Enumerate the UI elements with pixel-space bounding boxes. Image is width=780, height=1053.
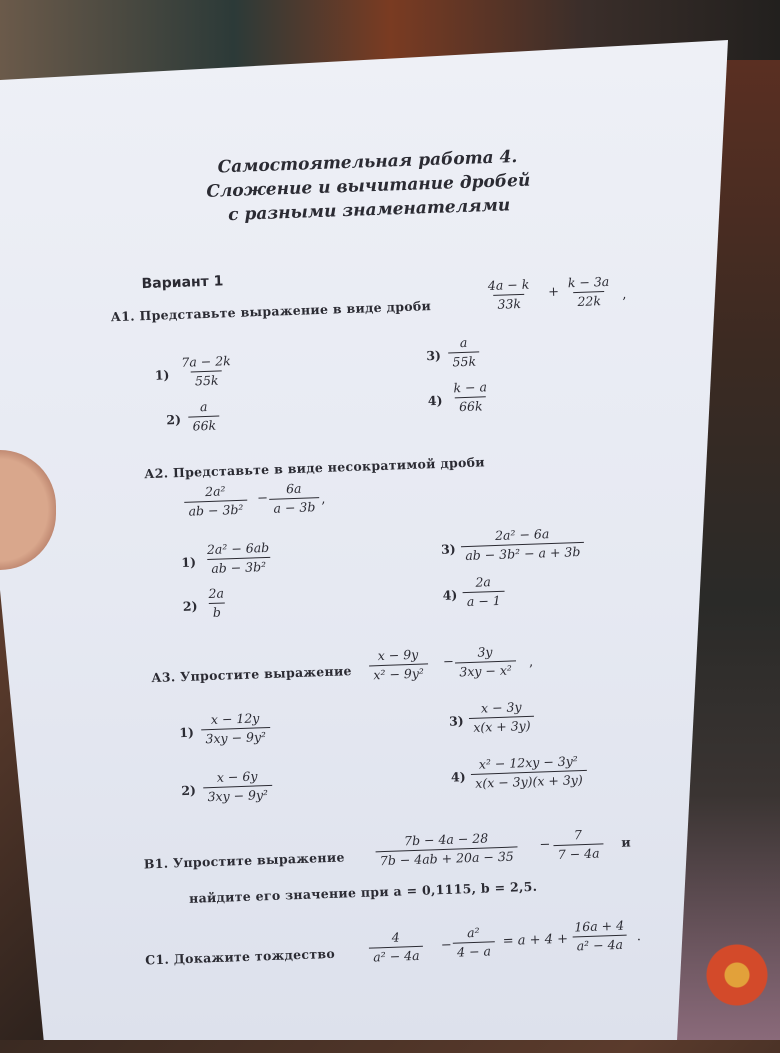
fraction-denominator: 7 − 4a bbox=[553, 843, 603, 863]
fraction-denominator: a² − 4a bbox=[572, 935, 627, 955]
task-a3-fraction-1 bbox=[368, 646, 428, 683]
variant-heading: Вариант 1 bbox=[141, 273, 224, 293]
option-numerator: a bbox=[459, 334, 468, 351]
task-a2-fraction-1 bbox=[184, 483, 248, 520]
task-a1-option-2[interactable] bbox=[188, 399, 221, 435]
option-numerator: 2a bbox=[475, 574, 492, 590]
fraction-denominator: a − 3b bbox=[269, 497, 319, 517]
task-c1-fraction-3 bbox=[570, 918, 629, 955]
task-a3-end: , bbox=[528, 654, 534, 670]
task-b1-fraction-2 bbox=[553, 826, 604, 863]
fraction-numerator: x − 9y bbox=[377, 646, 419, 664]
option-denominator: 55k bbox=[448, 351, 480, 370]
option-label: 1) bbox=[154, 367, 170, 383]
task-a2-end: , bbox=[320, 491, 326, 508]
option-label: 2) bbox=[181, 782, 197, 799]
fraction-denominator: 4 − a bbox=[453, 941, 495, 960]
task-a2-option-3[interactable] bbox=[460, 525, 584, 564]
task-a1-option-1[interactable] bbox=[177, 353, 236, 390]
task-a2-fraction-2 bbox=[269, 480, 320, 517]
task-c1-prompt: С1. Докажите тождество bbox=[144, 945, 336, 968]
fraction-numerator: 7 bbox=[573, 827, 583, 843]
task-a3-option-3[interactable] bbox=[468, 699, 534, 736]
task-a3-option-1[interactable] bbox=[201, 710, 271, 747]
option-numerator: a bbox=[199, 398, 208, 415]
task-a2-option-4[interactable] bbox=[462, 574, 505, 610]
task-a1-fraction-2 bbox=[564, 274, 615, 311]
task-a3-option-2[interactable] bbox=[203, 768, 273, 805]
option-label: 2) bbox=[182, 598, 198, 614]
task-a2-option-2[interactable] bbox=[204, 585, 229, 621]
task-a1-fraction-1 bbox=[484, 277, 535, 314]
task-b1-fraction-1 bbox=[375, 829, 518, 869]
option-denominator: ab − 3b² bbox=[207, 557, 270, 577]
fraction-denominator: x² − 9y² bbox=[369, 663, 428, 683]
fraction-numerator: 4 bbox=[391, 929, 400, 945]
fraction-denominator: 7b − 4ab + 20a − 35 bbox=[376, 846, 518, 869]
task-a3-option-4[interactable] bbox=[470, 753, 587, 792]
option-label: 1) bbox=[181, 554, 197, 570]
option-denominator: ab − 3b² − a + 3b bbox=[461, 542, 585, 564]
fraction-numerator: a² bbox=[466, 924, 480, 941]
task-c1-operator: − bbox=[440, 937, 453, 954]
fraction-denominator: 33k bbox=[493, 294, 525, 313]
option-numerator: x − 12y bbox=[210, 710, 260, 728]
task-c1-fraction-2 bbox=[452, 924, 495, 960]
option-numerator: 2a² − 6a bbox=[494, 526, 550, 543]
fraction-numerator: 4a − k bbox=[487, 276, 530, 294]
task-c1-end: . bbox=[636, 929, 642, 945]
task-b1-prompt: В1. Упростите выражение bbox=[143, 849, 345, 872]
title-line-3: с разными знаменателями bbox=[227, 195, 511, 226]
option-denominator: 66k bbox=[455, 396, 487, 415]
option-label: 2) bbox=[166, 411, 182, 428]
fraction-numerator: 7b − 4a − 28 bbox=[403, 830, 489, 849]
fraction-denominator: a² − 4a bbox=[369, 946, 424, 966]
option-denominator: x(x + 3y) bbox=[469, 716, 535, 736]
option-numerator: 2a bbox=[208, 585, 225, 602]
option-denominator: 66k bbox=[188, 416, 220, 435]
fraction-numerator: 2a² bbox=[204, 483, 226, 500]
option-label: 3) bbox=[426, 347, 442, 364]
title-line-1: Самостоятельная работа 4. bbox=[217, 146, 518, 178]
task-a1-prompt: А1. Представьте выражение в виде дроби bbox=[110, 298, 432, 325]
task-b1-operator: − bbox=[539, 837, 551, 853]
title-line-2: Сложение и вычитание дробей bbox=[206, 170, 531, 202]
option-label: 1) bbox=[179, 724, 195, 741]
task-a1-option-4[interactable] bbox=[449, 379, 492, 415]
fraction-denominator: 3xy − x² bbox=[455, 660, 516, 680]
fraction-denominator: ab − 3b² bbox=[184, 500, 247, 520]
option-denominator: x(x − 3y)(x + 3y) bbox=[471, 770, 587, 792]
task-a3-fraction-2 bbox=[454, 643, 516, 680]
option-numerator: x² − 12xy − 3y² bbox=[478, 753, 579, 772]
option-label: 4) bbox=[450, 769, 466, 785]
fraction-numerator: 6a bbox=[285, 480, 302, 497]
option-label: 4) bbox=[427, 392, 443, 409]
task-c1-fraction-1 bbox=[368, 929, 423, 966]
option-denominator: b bbox=[208, 602, 225, 621]
option-numerator: 7a − 2k bbox=[181, 353, 231, 370]
task-c1-middle: = a + 4 + bbox=[502, 931, 569, 949]
option-label: 4) bbox=[442, 587, 458, 603]
task-a1-end: , bbox=[622, 287, 627, 303]
task-a1-option-3[interactable] bbox=[448, 334, 481, 370]
option-denominator: a − 1 bbox=[463, 591, 505, 610]
option-numerator: x − 6y bbox=[216, 768, 258, 785]
fraction-denominator: 22k bbox=[573, 291, 605, 310]
option-numerator: 2a² − 6ab bbox=[206, 539, 270, 558]
task-a2-prompt: А2. Представьте в виде несократимой дроби bbox=[143, 454, 486, 482]
task-a3-prompt: А3. Упростите выражение bbox=[151, 663, 353, 686]
option-denominator: 3xy − 9y² bbox=[201, 727, 270, 747]
fraction-numerator: 16a + 4 bbox=[574, 917, 625, 935]
option-label: 3) bbox=[448, 713, 464, 729]
task-a3-operator: − bbox=[442, 654, 455, 670]
task-a2-operator: − bbox=[256, 490, 269, 507]
option-label: 3) bbox=[440, 541, 456, 557]
option-numerator: k − a bbox=[453, 379, 488, 396]
fraction-numerator: k − 3a bbox=[567, 273, 610, 291]
option-denominator: 3xy − 9y² bbox=[203, 785, 272, 805]
task-a1-operator: + bbox=[547, 284, 560, 300]
fraction-numerator: 3y bbox=[477, 644, 493, 660]
option-denominator: 55k bbox=[191, 370, 223, 389]
task-b1-and: и bbox=[621, 834, 632, 850]
task-a2-option-1[interactable] bbox=[203, 540, 274, 577]
task-b1-line-2: найдите его значение при a = 0,1115, b = 2,5. bbox=[188, 878, 538, 906]
option-numerator: x − 3y bbox=[480, 699, 522, 716]
